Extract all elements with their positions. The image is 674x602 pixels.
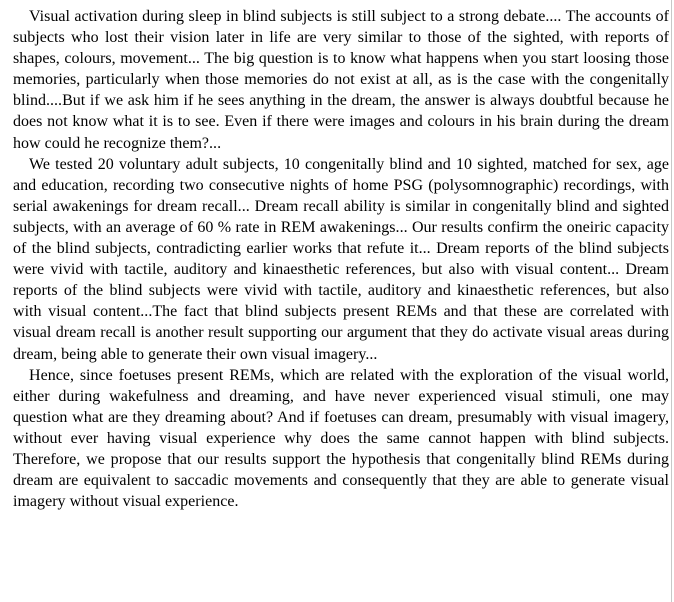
- paragraph-methods-results: We tested 20 voluntary adult subjects, 10 congenitally blind and 10 sighted, matched for sex, age and education, recording two consecutive nights of home PSG (polysomnographic) recordings, with serial awakenings for dream recall... Dream recall ability is similar in congenitally blind and sighted subjects, with an average of 60 % rate in REM awakenings... Our results confirm the oneiric capacity of the blind subjects, contradicting earlier works that refute it... Dream reports of the blind subjects were vivid with tactile, auditory and kinaesthetic references, but also with visual content... Dream reports of the blind subjects were vivid with tactile, auditory and kinaesthetic references, but also with visual content...The fact that blind subjects present REMs and that these are correlated with visual dream recall is another result supporting our argument that they do activate visual areas during dream, being able to generate their own visual imagery...: [13, 155, 669, 363]
- paragraph-intro: Visual activation during sleep in blind subjects is still subject to a strong debate.... The accounts of subjects who lost their vision later in life are very similar to those of the sighted, with reports of shapes, colours, movement... The big question is to know what happens when you start loosing those memories, particularly when those memories do not exist at all, as is the case with the congenitally blind....But if we ask him if he sees anything in the dream, the answer is always doubtful because he does not know what it is to see. Even if there were images and colours in his brain during the dream how could he recognize them?...: [13, 8, 669, 152]
- paragraph-conclusion: Hence, since foetuses present REMs, which are related with the exploration of the visual world, either during wakefulness and dreaming, and have never experienced visual stimuli, one may question what are they dreaming about? And if foetuses can dream, presumably with visual imagery, without ever having visual experience why does the same cannot happen with blind subjects. Therefore, we propose that our results support the hypothesis that congenitally blind REMs during dream are equivalent to saccadic movements and consequently that they are able to generate visual imagery without visual experience.: [13, 366, 669, 511]
- document-body: [13, 6, 669, 512]
- page-edge-divider: [671, 0, 672, 602]
